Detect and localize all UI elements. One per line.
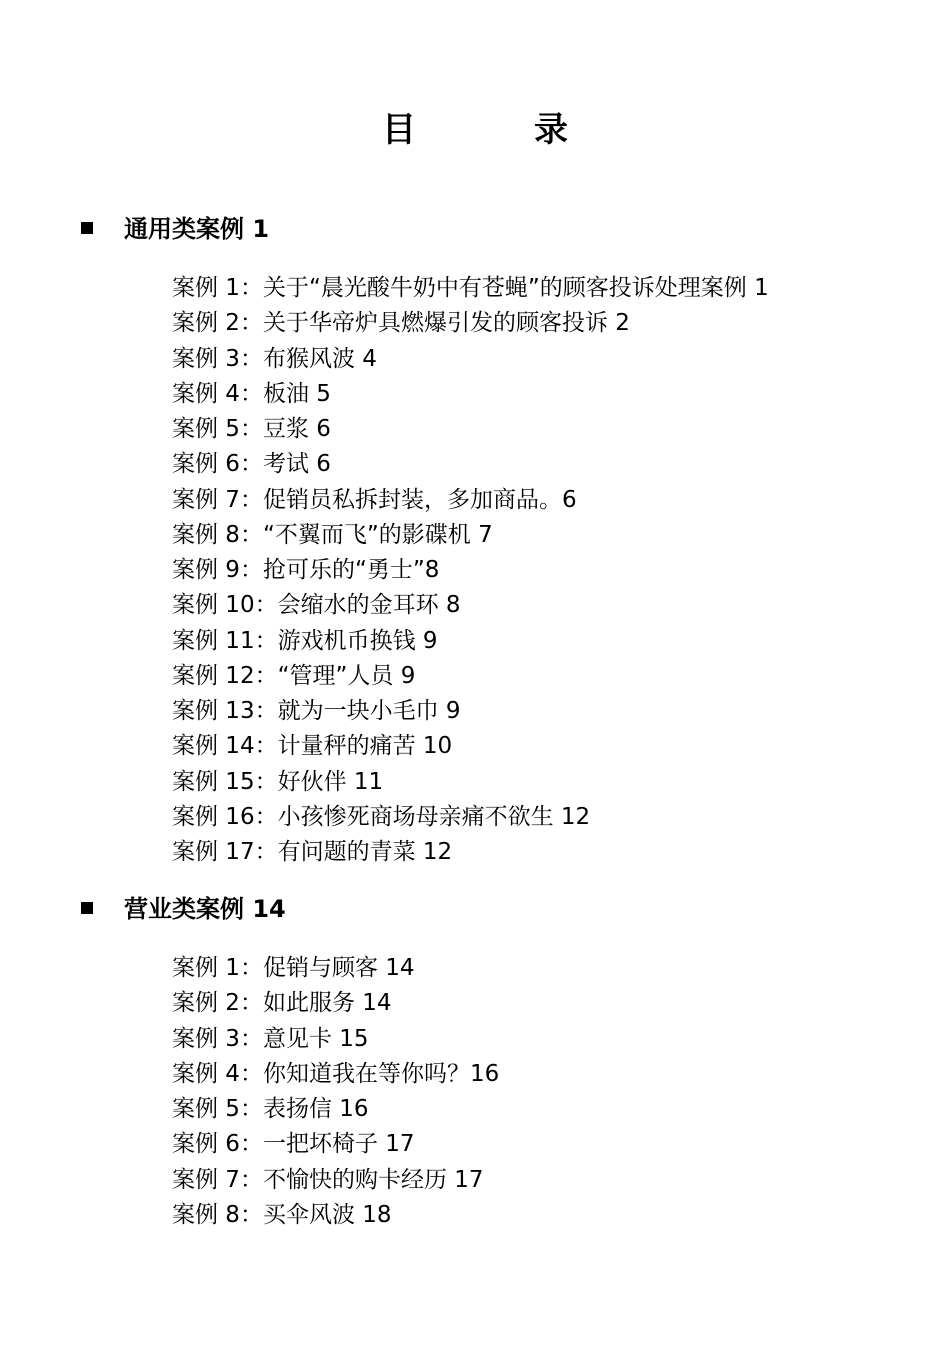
toc-entry[interactable]: 案例 15：好伙伴 11 bbox=[172, 768, 384, 795]
toc-entry[interactable]: 案例 7：不愉快的购卡经历 17 bbox=[172, 1166, 484, 1193]
toc-entry[interactable]: 案例 4：板油 5 bbox=[172, 380, 331, 407]
section-heading-label: 营业类案例 14 bbox=[124, 895, 286, 923]
section-heading[interactable] bbox=[0, 889, 950, 929]
toc-entry[interactable]: 案例 8：买伞风波 18 bbox=[172, 1201, 392, 1228]
toc-entry[interactable]: 案例 6：一把坏椅子 17 bbox=[172, 1131, 415, 1158]
toc-title: 目 录 bbox=[382, 110, 610, 150]
section-heading-label: 通用类案例 1 bbox=[124, 215, 270, 243]
toc-entry[interactable]: 案例 17：有问题的青菜 12 bbox=[172, 839, 453, 865]
toc-entry-list bbox=[172, 271, 769, 870]
toc-entry[interactable]: 案例 5：豆浆 6 bbox=[172, 416, 331, 442]
toc-entry[interactable]: 案例 2：关于华帝炉具燃爆引发的顾客投诉 2 bbox=[172, 310, 630, 337]
toc-entry[interactable]: 案例 8：“不翼而飞”的影碟机 7 bbox=[172, 521, 493, 548]
toc-entry[interactable]: 案例 4：你知道我在等你吗？16 bbox=[172, 1060, 500, 1087]
toc-entry[interactable]: 案例 11：游戏机币换钱 9 bbox=[172, 627, 438, 654]
toc-entry[interactable]: 案例 16：小孩惨死商场母亲痛不欲生 12 bbox=[172, 803, 591, 830]
toc-entry[interactable]: 案例 2：如此服务 14 bbox=[172, 990, 392, 1017]
square-bullet-icon bbox=[81, 222, 93, 234]
toc-entry[interactable]: 案例 6：考试 6 bbox=[172, 451, 331, 478]
toc-entry[interactable]: 案例 7：促销员私拆封装，多加商品。6 bbox=[172, 486, 577, 513]
section-heading[interactable] bbox=[0, 209, 950, 249]
toc-entry[interactable]: 案例 10：会缩水的金耳环 8 bbox=[172, 592, 461, 619]
toc-entry[interactable]: 案例 13：就为一块小毛巾 9 bbox=[172, 698, 461, 724]
toc-entry[interactable]: 案例 3：布猴风波 4 bbox=[172, 345, 377, 372]
toc-entry[interactable]: 案例 14：计量秤的痛苦 10 bbox=[172, 733, 453, 760]
toc-entry[interactable]: 案例 1：促销与顾客 14 bbox=[172, 955, 415, 981]
square-bullet-icon bbox=[81, 902, 93, 914]
toc-section-business bbox=[0, 889, 950, 1228]
toc-entry[interactable]: 案例 12：“管理”人员 9 bbox=[172, 662, 416, 689]
toc-entry-list bbox=[172, 951, 499, 1233]
toc-entry[interactable]: 案例 3：意见卡 15 bbox=[172, 1025, 369, 1052]
toc-entry[interactable]: 案例 5：表扬信 16 bbox=[172, 1096, 369, 1122]
toc-entry[interactable]: 案例 1：关于“晨光酸牛奶中有苍蝇”的顾客投诉处理案例 1 bbox=[172, 275, 769, 301]
toc-entry[interactable]: 案例 9：抢可乐的“勇士”8 bbox=[172, 557, 440, 583]
toc-section-general bbox=[0, 209, 950, 865]
